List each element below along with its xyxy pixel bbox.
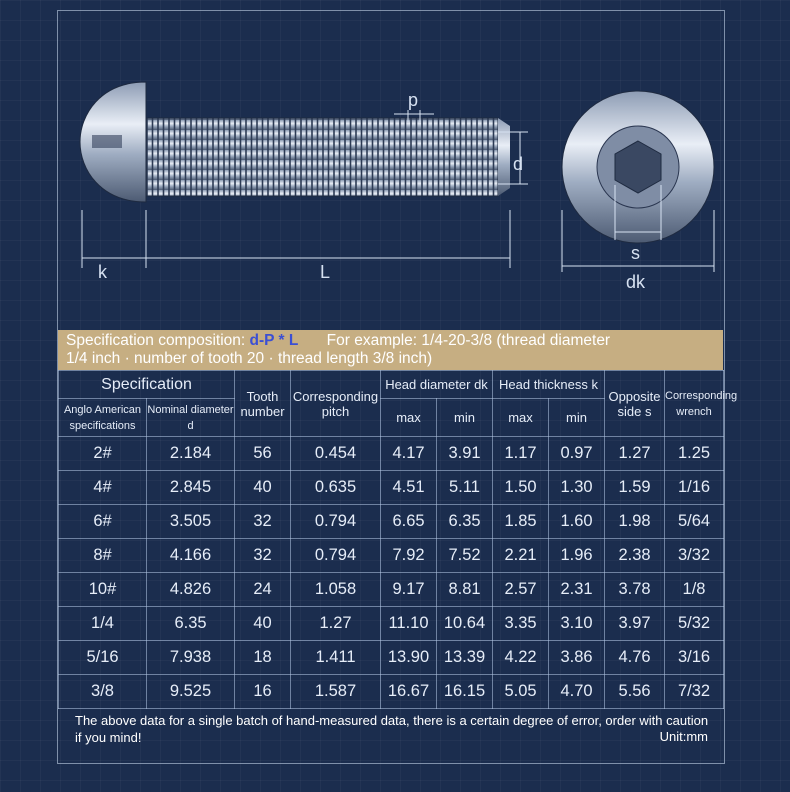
table-cell: 5.11: [437, 471, 493, 505]
header-head-thickness-min: min: [549, 399, 605, 437]
header-anglo-american: Anglo American specifications: [59, 399, 147, 437]
table-cell: 3/32: [665, 539, 724, 573]
table-row: [59, 437, 724, 471]
table-cell: 2.845: [147, 471, 235, 505]
header-specification: Specification: [59, 371, 235, 399]
table-cell: 2.38: [605, 539, 665, 573]
table-cell: 3/8: [59, 675, 147, 709]
screw-diagram: [58, 60, 723, 310]
table-cell: 9.525: [147, 675, 235, 709]
table-cell: 16.67: [381, 675, 437, 709]
table-cell: 3.35: [493, 607, 549, 641]
disclaimer-note: The above data for a single batch of hand-measured data, there is a certain degree of error, order with caution if you mind!: [75, 713, 709, 745]
table-cell: 7.92: [381, 539, 437, 573]
specification-banner: [58, 330, 723, 370]
table-cell: 7.938: [147, 641, 235, 675]
table-cell: 5/16: [59, 641, 147, 675]
table-body: [59, 437, 724, 709]
table-cell: 9.17: [381, 573, 437, 607]
table-row: [59, 539, 724, 573]
table-cell: 3.91: [437, 437, 493, 471]
table-cell: 18: [235, 641, 291, 675]
table-cell: 1.17: [493, 437, 549, 471]
unit-label: Unit:mm: [659, 729, 708, 744]
table-cell: 24: [235, 573, 291, 607]
header-pitch: Corresponding pitch: [291, 371, 381, 437]
specification-table: [58, 370, 738, 709]
table-cell: 4.76: [605, 641, 665, 675]
table-cell: 1/16: [665, 471, 724, 505]
table-cell: 1.411: [291, 641, 381, 675]
screw-head: [80, 82, 146, 202]
table-cell: 40: [235, 607, 291, 641]
table-cell: 5.56: [605, 675, 665, 709]
table-cell: 11.10: [381, 607, 437, 641]
table-cell: 40: [235, 471, 291, 505]
table-cell: 8#: [59, 539, 147, 573]
table-cell: 2.184: [147, 437, 235, 471]
screw-shank: [146, 118, 498, 196]
table-cell: 32: [235, 539, 291, 573]
table-cell: 5.05: [493, 675, 549, 709]
table-cell: 16: [235, 675, 291, 709]
banner-formula: d-P * L: [249, 332, 299, 349]
table-cell: 10#: [59, 573, 147, 607]
table-cell: 56: [235, 437, 291, 471]
header-tooth-number: Tooth number: [235, 371, 291, 437]
table-cell: 1.96: [549, 539, 605, 573]
table-cell: 1.587: [291, 675, 381, 709]
table-cell: 0.794: [291, 505, 381, 539]
banner-example-line1: For example: 1/4-20-3/8 (thread diameter: [326, 332, 611, 349]
table-cell: 1.59: [605, 471, 665, 505]
table-cell: 6#: [59, 505, 147, 539]
table-cell: 3.97: [605, 607, 665, 641]
table-row: [59, 505, 724, 539]
head-diameter-label: dk: [626, 272, 646, 292]
table-cell: 4.166: [147, 539, 235, 573]
table-cell: 10.64: [437, 607, 493, 641]
table-row: [59, 573, 724, 607]
table-cell: 1.98: [605, 505, 665, 539]
header-wrench: Corresponding wrench: [665, 371, 724, 437]
table-cell: 1.30: [549, 471, 605, 505]
table-cell: 2.21: [493, 539, 549, 573]
table-cell: 2.57: [493, 573, 549, 607]
table-cell: 1.85: [493, 505, 549, 539]
table-cell: 6.35: [437, 505, 493, 539]
header-head-diameter: Head diameter dk: [381, 371, 493, 399]
table-cell: 1/8: [665, 573, 724, 607]
table-cell: 3.505: [147, 505, 235, 539]
table-cell: 13.90: [381, 641, 437, 675]
table-cell: 2#: [59, 437, 147, 471]
screw-top-view: [562, 91, 714, 243]
table-cell: 3.86: [549, 641, 605, 675]
banner-example-line2: 1/4 inch · number of tooth 20 · thread length 3/8 inch): [66, 350, 433, 367]
header-head-thickness-max: max: [493, 399, 549, 437]
table-cell: 0.635: [291, 471, 381, 505]
length-label: L: [320, 262, 331, 282]
table-row: [59, 471, 724, 505]
table-cell: 4.70: [549, 675, 605, 709]
table-cell: 4#: [59, 471, 147, 505]
table-cell: 3/16: [665, 641, 724, 675]
table-cell: 2.31: [549, 573, 605, 607]
table-cell: 1/4: [59, 607, 147, 641]
table-cell: 1.50: [493, 471, 549, 505]
length-dimension: [82, 210, 510, 268]
header-head-diameter-max: max: [381, 399, 437, 437]
table-cell: 3.78: [605, 573, 665, 607]
table-cell: 1.25: [665, 437, 724, 471]
header-head-thickness: Head thickness k: [493, 371, 605, 399]
table-cell: 7/32: [665, 675, 724, 709]
table-cell: 1.058: [291, 573, 381, 607]
table-row: [59, 675, 724, 709]
table-cell: 0.454: [291, 437, 381, 471]
header-nominal-diameter: Nominal diameter d: [147, 399, 235, 437]
table-row: [59, 607, 724, 641]
table-cell: 0.794: [291, 539, 381, 573]
banner-prefix: Specification composition:: [66, 332, 246, 349]
table-cell: 6.65: [381, 505, 437, 539]
table-cell: 13.39: [437, 641, 493, 675]
table-cell: 16.15: [437, 675, 493, 709]
table-cell: 32: [235, 505, 291, 539]
table-cell: 5/32: [665, 607, 724, 641]
table-cell: 1.27: [605, 437, 665, 471]
table-cell: 5/64: [665, 505, 724, 539]
table-cell: 0.97: [549, 437, 605, 471]
diameter-label: d: [513, 154, 524, 174]
opposite-side-label: s: [631, 243, 640, 263]
table-cell: 8.81: [437, 573, 493, 607]
pitch-label: p: [408, 90, 419, 110]
table-cell: 6.35: [147, 607, 235, 641]
table-cell: 1.60: [549, 505, 605, 539]
table-cell: 4.22: [493, 641, 549, 675]
head-thickness-label: k: [98, 262, 107, 282]
table-cell: 1.27: [291, 607, 381, 641]
table-cell: 4.826: [147, 573, 235, 607]
table-cell: 3.10: [549, 607, 605, 641]
header-head-diameter-min: min: [437, 399, 493, 437]
table-row: [59, 641, 724, 675]
header-opposite-side: Opposite side s: [605, 371, 665, 437]
table-cell: 4.51: [381, 471, 437, 505]
table-cell: 7.52: [437, 539, 493, 573]
table-cell: 4.17: [381, 437, 437, 471]
